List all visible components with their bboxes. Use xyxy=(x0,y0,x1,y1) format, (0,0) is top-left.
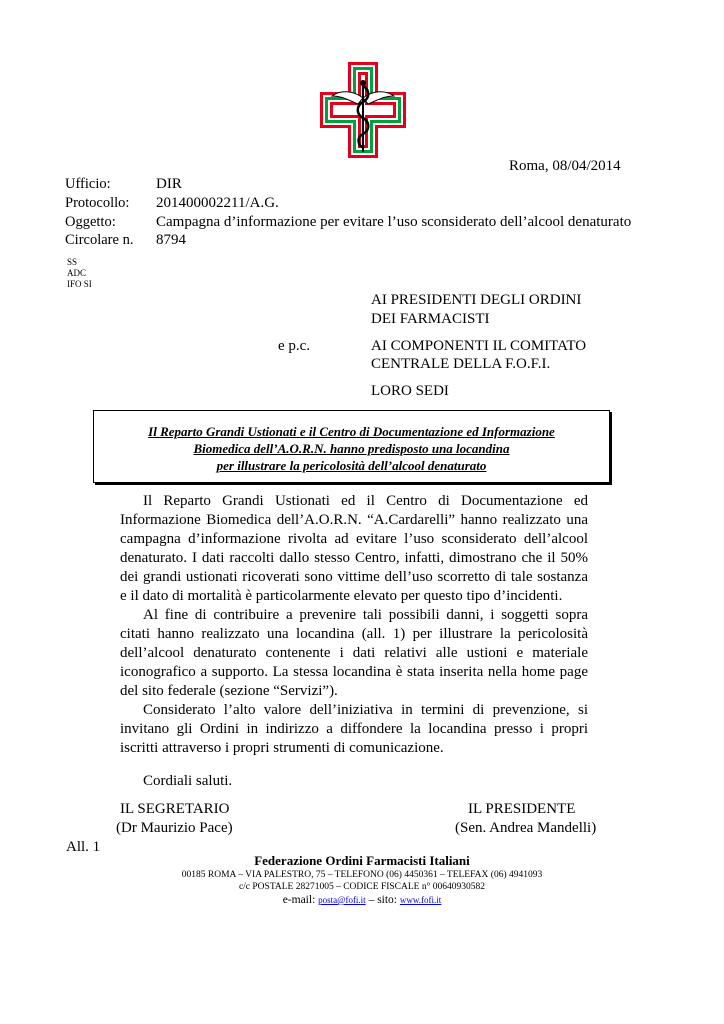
protocol-value: 201400002211/A.G. xyxy=(156,195,279,211)
body-paragraph-3: Considerato l’alto valore dell’iniziativa in termini di prevenzione, si invitano gli Ordini in indirizzo a diffondere la locandina presso i propri iscritti attraverso i propri strumenti di comunicazione. xyxy=(120,702,588,756)
cc-line-1: AI COMPONENTI IL COMITATO xyxy=(371,338,587,354)
site-label: – sito: xyxy=(368,894,397,906)
footer-org: Federazione Ordini Farmacisti Italiani xyxy=(254,853,470,868)
subject-box xyxy=(93,410,610,483)
code-ifo: IFO SI xyxy=(67,279,92,289)
protocol-label: Protocollo: xyxy=(65,195,130,211)
subject-box-line-2: Biomedica dell’A.O.R.N. hanno predisposto una locandina xyxy=(193,441,510,456)
footer-postal: c/c POSTALE 28271005 – CODICE FISCALE n° 00640930582 xyxy=(238,882,486,892)
closing: Cordiali saluti. xyxy=(143,773,233,789)
letterhead-footer xyxy=(150,853,574,907)
code-adc: ADC xyxy=(67,268,87,278)
body-paragraph-2: Al fine di contribuire a prevenire tali possibili danni, i soggetti sopra citati hanno realizzato una locandina (all. 1) per illustrare la pericolosità dell’alcool denaturato contenente i dati relativi alle ustioni e materiale iconografico a supporto. La stessa locandina è stata inserita nella home page del sito federale (sezione “Servizi”). xyxy=(120,607,588,699)
circular-value: 8794 xyxy=(156,232,186,248)
email-link[interactable]: posta@fofi.it xyxy=(318,895,366,905)
code-ss: SS xyxy=(67,257,78,267)
cc-line-2: CENTRALE DELLA F.O.F.I. xyxy=(371,356,551,372)
loro-sedi: LORO SEDI xyxy=(371,383,449,399)
subject-label: Oggetto: xyxy=(65,214,116,230)
body-paragraph-1: Il Reparto Grandi Ustionati ed il Centro di Documentazione ed Informazione Biomedica dell’A.O.R.N. “A.Cardarelli” hanno realizzato una campagna d’informazione rivolta ad evitare l’uso sconsiderato dell’alcool denaturato. I dati raccolti dallo stesso Centro, infatti, dimostrano che il 50% dei grandi ustionati ricoverati sono vittime dell’uso scorretto di tale sostanza e il dato di mortalità è particolarmente elevato per questo tipo d’incidenti. xyxy=(120,493,588,604)
recipient-line-1: AI PRESIDENTI DEGLI ORDINI xyxy=(371,292,582,308)
letter-date: Roma, 08/04/2014 xyxy=(509,158,621,174)
president-title: IL PRESIDENTE xyxy=(468,801,576,817)
footer-contact xyxy=(150,893,574,907)
attachment-note: All. 1 xyxy=(66,839,101,855)
subject-box-line-3: per illustrare la pericolosità dell’alcool denaturato xyxy=(216,458,487,473)
subject-box-line-1: Il Reparto Grandi Ustionati e il Centro di Documentazione ed Informazione xyxy=(148,424,555,439)
footer-address: 00185 ROMA – VIA PALESTRO, 75 – TELEFONO (06) 4450361 – TELEFAX (06) 4941093 xyxy=(181,870,543,880)
site-link[interactable]: www.fofi.it xyxy=(399,895,442,905)
fofi-logo xyxy=(318,60,408,160)
cc-label: e p.c. xyxy=(278,338,311,354)
secretary-name: (Dr Maurizio Pace) xyxy=(116,820,233,836)
recipient-line-2: DEI FARMACISTI xyxy=(371,311,490,327)
subject-value: Campagna d’informazione per evitare l’uso sconsiderato dell’alcool denaturato xyxy=(156,214,632,230)
email-label: e-mail: xyxy=(282,894,316,906)
letter-body xyxy=(120,492,588,758)
office-label: Ufficio: xyxy=(65,176,111,192)
secretary-title: IL SEGRETARIO xyxy=(120,801,230,817)
circular-label: Circolare n. xyxy=(65,232,134,248)
office-value: DIR xyxy=(156,176,182,192)
president-name: (Sen. Andrea Mandelli) xyxy=(455,820,597,836)
